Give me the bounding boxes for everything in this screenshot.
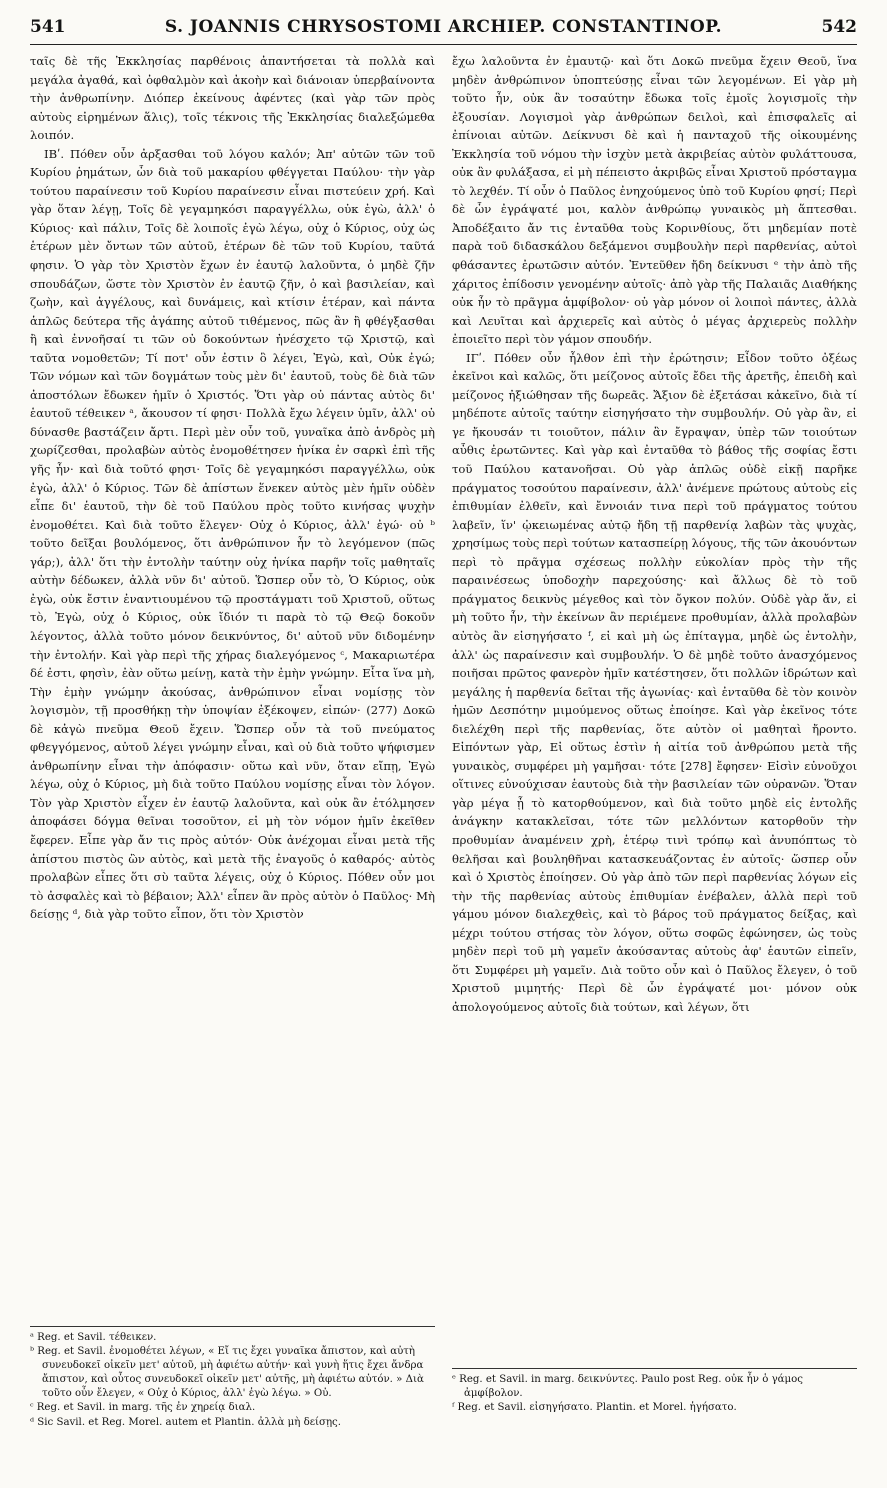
footnote: ᵈ Sic Savil. et Reg. Morel. autem et Plantin. ἀλλὰ μὴ δείσῃς.: [30, 1416, 341, 1428]
paragraph: ταῖς δὲ τῆς Ἐκκλησίας παρθένοις ἀπαντήσεται τὰ πολλὰ καὶ μεγάλα ἀγαθά, καὶ ὀφθαλμὸν καὶ ἀκοὴν καὶ διάνοιαν ὑπερβαίνοντα τὴν ἀνθρωπίνην. Διόπερ ἐκείνους ἀφέντες (καὶ γὰρ τῶν πρὸς αὐτοὺς εἰρημένων ἅλις), τοῖς τέκνοις τῆς Ἐκκλησίας διαλεξώμεθα λοιπόν.: [30, 54, 435, 143]
footnotes-left: [30, 1326, 435, 1430]
right-column: [452, 52, 857, 1016]
paragraph: ΙΓʹ. Πόθεν οὖν ἦλθον ἐπὶ τὴν ἐρώτησιν; Εἶδον τοῦτο ὀξέως ἐκεῖνοι καὶ καλῶς, ὅτι μείζονος αὐτοῖς ἔδει τῆς ἀρετῆς, ἐπειδὴ καὶ μείζονος ἠξιώθησαν τῆς δωρεᾶς. Ἄξιον δὲ ἐξετάσαι κἀκεῖνο, διὰ τί μηδέποτε αὐτοῖς ταύτην εἰσηγήσατο τὴν συμβουλήν. Οὐ γὰρ ἂν, εἰ γε ἤκουσάν τι τοιοῦτον, πάλιν ἂν ἔγραψαν, ὑπὲρ τῶν τοιούτων αὖθις ἐρωτῶντες. Καὶ γὰρ καὶ ἐνταῦθα τὸ βάθος τῆς σοφίας ἔστι τοῦ Παύλου κατανοῆσαι. Οὐ γὰρ ἁπλῶς οὐδὲ εἰκῇ παρῆκε πράγματος τοσούτου παραίνεσιν, ἀλλ' ἀνέμενε πρώτους αὐτοὺς εἰς ἐπιθυμίαν ἐλθεῖν, καὶ ἔννοιάν τινα περὶ τοῦ πράγματος τούτου λαβεῖν, ἵν' ᾠκειωμένας αὐτῷ ἤδη τῇ παρθενίᾳ λαβὼν τὰς ψυχὰς, χρησίμως τοὺς περὶ τούτων κατασπείρῃ λόγους, τῆς τῶν ἀκουόντων περὶ τὸ πρᾶγμα σχέσεως πολλὴν εὐκολίαν πρὸς τὴν τῆς παραινέσεως ὑποδοχὴν παρεχούσης· καὶ ἄλλως δὲ τὸ τοῦ πράγματος δεικνὺς μέγεθος καὶ τὸν ὄγκον πολύν. Οὐδὲ γὰρ ἄν, εἰ μὴ τοῦτο ἦν, τὴν ἐκείνων ἂν περιέμενε προθυμίαν, ἀλλὰ προλαβὼν αὐτὸς ἂν εἰσηγήσατο ᶠ, εἰ καὶ μὴ ὡς ἐπίταγμα, μηδὲ ὡς ἐντολὴν, ἀλλ' ὡς παραίνεσιν καὶ συμβουλήν. Ὁ δὲ μηδὲ τοῦτο ἀνασχόμενος ποιῆσαι πρῶτος φανερὸν ἡμῖν κατέστησεν, ὅτι πολλῶν ἱδρώτων καὶ μεγάλης ἡ παρθενία δεῖται τῆς ἀγωνίας· καὶ ἐνταῦθα δὲ τὸν κοινὸν ἡμῶν Δεσπότην μιμούμενος οὕτως ἐποίησε. Καὶ γὰρ ἐκεῖνος τότε διελέχθη περὶ τῆς παρθενίας, ὅτε αὐτὸν οἱ μαθηταὶ ἤροντο. Εἰπόντων γὰρ, Εἰ οὕτως ἐστὶν ἡ αἰτία τοῦ ἀνθρώπου μετὰ τῆς γυναικὸς, συμφέρει μὴ γαμῆσαι· τότε [278] ἔφησεν· Εἰσὶν εὐνοῦχοι οἵτινες εὐνούχισαν ἑαυτοὺς διὰ τὴν βασιλείαν τῶν οὐρανῶν. Ὅταν γὰρ μέγα ᾖ τὸ κατορθούμενον, καὶ διὰ τοῦτο μηδὲ εἰς ἐντολῆς ἀνάγκην κατακλεῖσαι, τότε τῶν μελλόντων κατορθοῦν τὴν προθυμίαν ἀναμένειν χρὴ, ἑτέρῳ τινὶ τρόπῳ καὶ ἀνυπόπτως τὸ θελῆσαι καὶ βουληθῆναι κατασκευάζοντας ἐν αὐτοῖς· ὥσπερ οὖν καὶ ὁ Χριστὸς ἐποίησεν. Οὐ γὰρ ἀπὸ τῶν περὶ παρθενίας λόγων εἰς τὴν τῆς παρθενίας αὐτοὺς ἐπιθυμίαν ἐνέβαλεν, ἀλλὰ περὶ τοῦ γάμου μόνον διαλεχθεὶς, καὶ τὸ βάρος τοῦ πράγματος δείξας, καὶ μέχρι τούτου στήσας τὸν λόγον, οὕτω σοφῶς ἐφώνησεν, ὡς τοὺς μηδὲν περὶ τοῦ μὴ γαμεῖν ἀκούσαντας αὐτοὺς ἀφ' ἑαυτῶν εἰπεῖν, ὅτι Συμφέρει μὴ γαμεῖν. Διὰ τοῦτο οὖν καὶ ὁ Παῦλος ἔλεγεν, ὁ τοῦ Χριστοῦ μιμητής· Περὶ δὲ ὧν ἐγράψατέ μοι· μόνον οὐκ ἀπολογούμενος αὐτοῖς διὰ τούτων, καὶ λέγων, ὅτι: [452, 350, 857, 1014]
footnote: ᵃ Reg. et Savil. τέθεικεν.: [30, 1332, 157, 1343]
left-page-number: 541: [30, 17, 66, 37]
running-title: S. JOANNIS CHRYSOSTOMI ARCHIEP. CONSTANTINOP.: [164, 17, 723, 37]
right-page-number: 542: [821, 17, 857, 37]
footnote: ᶠ Reg. et Savil. εἰσηγήσατο. Plantin. et Morel. ἡγήσατο.: [452, 1402, 737, 1414]
footnote: ᵉ Reg. et Savil. in marg. δεικνύντες. Paulo post Reg. οὐκ ἦν ὁ γάμος ἀμφίβολον.: [452, 1374, 803, 1400]
paragraph: ΙΒʹ. Πόθεν οὖν ἀρξασθαι τοῦ λόγου καλόν; Ἀπ' αὐτῶν τῶν τοῦ Κυρίου ῥημάτων, ὧν διὰ τοῦ μακαρίου φθέγγεται Παύλου· τὴν γὰρ τούτου παραίνεσιν τοῦ Κυρίου παραίνεσιν εἶναι πιστεύειν χρή. Καὶ γὰρ ὅταν λέγῃ, Τοῖς δὲ γεγαμηκόσι παραγγέλλω, οὐκ ἐγὼ, ἀλλ' ὁ Κύριος· καὶ πάλιν, Τοῖς δὲ λοιποῖς ἐγὼ λέγω, οὐχ ὁ Κύριος, οὐχ ὡς ἑτέρων μὲν ὄντων τῶν αὐτοῦ, ἑτέρων δὲ τῶν τοῦ Κυρίου, ταῦτά φησιν. Ὁ γὰρ τὸν Χριστὸν ἔχων ἐν ἑαυτῷ λαλοῦντα, ὁ μηδὲ ζῆν σπουδάζων, ὥστε τὸν Χριστὸν ἐν ἑαυτῷ ζῆν, ὁ καὶ βασιλείαν, καὶ ζωὴν, καὶ ἀγγέλους, καὶ δυνάμεις, καὶ κτίσιν ἑτέραν, καὶ πάντα ἁπλῶς δεύτερα τῆς ἀγάπης αὐτοῦ τιθέμενος, πῶς ἂν ἢ φθέγξασθαι ἢ καὶ ἐννοῆσαί τι τῶν οὐ δοκούντων ἠνέσχετο τῷ Χριστῷ, καὶ ταῦτα νομοθετῶν; Τί ποτ' οὖν ἐστιν ὃ λέγει, Ἐγὼ, καὶ, Οὐκ ἐγώ; Τῶν νόμων καὶ τῶν δογμάτων τοὺς μὲν δι' ἑαυτοῦ, τοὺς δὲ διὰ τῶν ἀποστόλων ἔδωκεν ἡμῖν ὁ Χριστός. Ὅτι γὰρ οὐ πάντας αὐτὸς δι' ἑαυτοῦ τέθεικεν ᵃ, ἄκουσον τί φησι· Πολλὰ ἔχω λέγειν ὑμῖν, ἀλλ' οὐ δύνασθε βαστάζειν ἄρτι. Περὶ μὲν οὖν τοῦ, γυναῖκα ἀπὸ ἀνδρὸς μὴ χωρίζεσθαι, προλαβὼν αὐτὸς ἐνομοθέτησεν ἡνίκα ἐν σαρκὶ ἐπὶ τῆς γῆς ἦν· καὶ διὰ τοῦτό φησι· Τοῖς δὲ γεγαμηκόσι παραγγέλλω, οὐκ ἐγὼ, ἀλλ' ὁ Κύριος. Τῶν δὲ ἀπίστων ἕνεκεν αὐτὸς μὲν ἡμῖν οὐδὲν εἶπε δι' ἑαυτοῦ, τὴν δὲ τοῦ Παύλου πρὸς τοῦτο κινήσας ψυχὴν ἐνομοθέτει. Καὶ διὰ τοῦτο ἔλεγεν· Οὐχ ὁ Κύριος, ἀλλ' ἐγώ· οὐ ᵇ τοῦτο δεῖξαι βουλόμενος, ὅτι ἀνθρώπινον ἦν τὸ λεγόμενον (πῶς γάρ;), ἀλλ' ὅτι τὴν ἐντολὴν ταύτην οὐχ ἡνίκα παρῆν τοῖς μαθηταῖς αὐτὴν δέδωκεν, ἀλλὰ νῦν δι' αὐτοῦ. Ὥσπερ οὖν τὸ, Ὁ Κύριος, οὐκ ἐγὼ, οὐκ ἔστιν ἐναντιουμένου τῷ προστάγματι τοῦ Χριστοῦ, οὕτως τὸ, Ἐγὼ, οὐχ ὁ Κύριος, οὐκ ἴδιόν τι παρὰ τὸ τῷ Θεῷ δοκοῦν λέγοντος, ἀλλὰ τοῦτο μόνον δεικνύντος, δι' αὐτοῦ νῦν διδομένην τὴν ἐντολήν. Καὶ γὰρ περὶ τῆς χήρας διαλεγόμενος ᶜ, Μακαριωτέρα δέ ἐστι, φησὶν, ἐὰν οὕτω μείνῃ, κατὰ τὴν ἐμὴν γνώμην. Εἶτα ἵνα μὴ, Τὴν ἐμὴν γνώμην ἀκούσας, ἀνθρώπινον εἶναι νομίσῃς τὸν λογισμὸν, τῇ προσθήκῃ τὴν ὑποψίαν ἐξέκοψεν, εἰπών· (277) Δοκῶ δὲ κἀγὼ πνεῦμα Θεοῦ ἔχειν. Ὥσπερ οὖν τὰ τοῦ πνεύματος φθεγγόμενος, αὐτοῦ λέγει γνώμην εἶναι, καὶ οὐ διὰ τοῦτο ψήφισμεν ἀνθρωπίνην εἶναι τὴν ἀπόφασιν· οὕτω καὶ νῦν, ὅταν εἴπῃ, Ἐγὼ λέγω, οὐχ ὁ Κύριος, μὴ διὰ τοῦτο Παύλου νομίσῃς εἶναι τὸν λόγον. Τὸν γὰρ Χριστὸν εἶχεν ἐν ἑαυτῷ λαλοῦντα, καὶ οὐκ ἂν ἐτόλμησεν ἀποφάσει δόγμα θεῖναι τοσοῦτον, εἰ μὴ τὸν νόμον ἡμῖν ἐκεῖθεν ἔφερεν. Εἶπε γὰρ ἄν τις πρὸς αὐτόν· Οὐκ ἀνέχομαι εἶναι μετὰ τῆς ἀπίστου πιστὸς ὢν αὐτὸς, καὶ μετὰ τῆς ἐναγοῦς ὁ καθαρός· αὐτὸς προλαβὼν εἶπες ὅτι σὺ ταῦτα λέγεις, οὐχ ὁ Κύριος. Πόθεν οὖν μοι τὸ ἀσφαλὲς καὶ τὸ βέβαιον; Ἀλλ' εἶπεν ἂν πρὸς αὐτὸν ὁ Παῦλος· Μὴ δείσῃς ᵈ, διὰ γὰρ τοῦτο εἶπον, ὅτι τὸν Χριστὸν: [30, 146, 435, 922]
running-header: [30, 10, 857, 45]
footnotes-right: [452, 1368, 857, 1415]
left-column: [30, 52, 435, 924]
footnote: ᶜ Reg. et Savil. in marg. τῆς ἐν χηρείᾳ διαλ.: [30, 1402, 256, 1414]
footnote: ᵇ Reg. et Savil. ἐνομοθέτει λέγων, « Εἴ τις ἔχει γυναῖκα ἄπιστον, καὶ αὐτὴ συνευδοκεῖ οἰκεῖν μετ' αὐτοῦ, μὴ ἀφιέτω αὐτήν· καὶ γυνὴ ἥτις ἔχει ἄνδρα ἄπιστον, καὶ οὗτος συνευδοκεῖ οἰκεῖν μετ' αὐτῆς, μὴ ἀφιέτω αὐτόν. » Διὰ τοῦτο οὖν ἔλεγεν, « Οὐχ ὁ Κύριος, ἀλλ' ἐγὼ λέγω. » Οὐ.: [30, 1346, 424, 1400]
paragraph: ἔχω λαλοῦντα ἐν ἐμαυτῷ· καὶ ὅτι Δοκῶ πνεῦμα ἔχειν Θεοῦ, ἵνα μηδὲν ἀνθρώπινον ὑποπτεύσῃς εἶναι τῶν λεγομένων. Εἰ γὰρ μὴ τοῦτο ἦν, οὐκ ἂν τοσαύτην ἔδωκα τοῖς ἐμοῖς λογισμοῖς τὴν ἐξουσίαν. Λογισμοὶ γὰρ ἀνθρώπων δειλοὶ, καὶ ἐπισφαλεῖς αἱ ἐπίνοιαι αὐτῶν. Δείκνυσι δὲ καὶ ἡ πανταχοῦ τῆς οἰκουμένης Ἐκκλησία τοῦ νόμου τὴν ἰσχὺν μετὰ ἀκριβείας αὐτὸν φυλάττουσα, οὐκ ἂν φυλάξασα, εἰ μὴ πέπειστο ἀκριβῶς εἶναι Χριστοῦ πρόσταγμα τὸ λεχθέν. Τί οὖν ὁ Παῦλος ἐνηχούμενος ὑπὸ τοῦ Κυρίου φησί; Περὶ δὲ ὧν ἐγράψατέ μοι, καλὸν ἀνθρώπῳ γυναικὸς μὴ ἅπτεσθαι. Ἀποδέξαιτο ἄν τις ἐνταῦθα τοὺς Κορινθίους, ὅτι μηδεμίαν ποτὲ παρὰ τοῦ διδασκάλου δεξάμενοι συμβουλὴν περὶ παρθενίας, αὐτοὶ φθάσαντες ἐρωτῶσιν αὐτόν. Ἐντεῦθεν ἤδη δείκνυσι ᵉ τὴν ἀπὸ τῆς χάριτος ἐπίδοσιν γενομένην αὐτοῖς· ἀπὸ γὰρ τῆς Παλαιᾶς Διαθήκης οὐκ ἦν τὸ πρᾶγμα ἀμφίβολον· οὐ γὰρ μόνον οἱ λοιποὶ πάντες, ἀλλὰ καὶ Λευῖται καὶ ἀρχιερεῖς καὶ αὐτὸς ὁ μέγας ἀρχιερεὺς πολλὴν ἐποιεῖτο περὶ τὸν γάμον σπουδήν.: [452, 54, 857, 347]
